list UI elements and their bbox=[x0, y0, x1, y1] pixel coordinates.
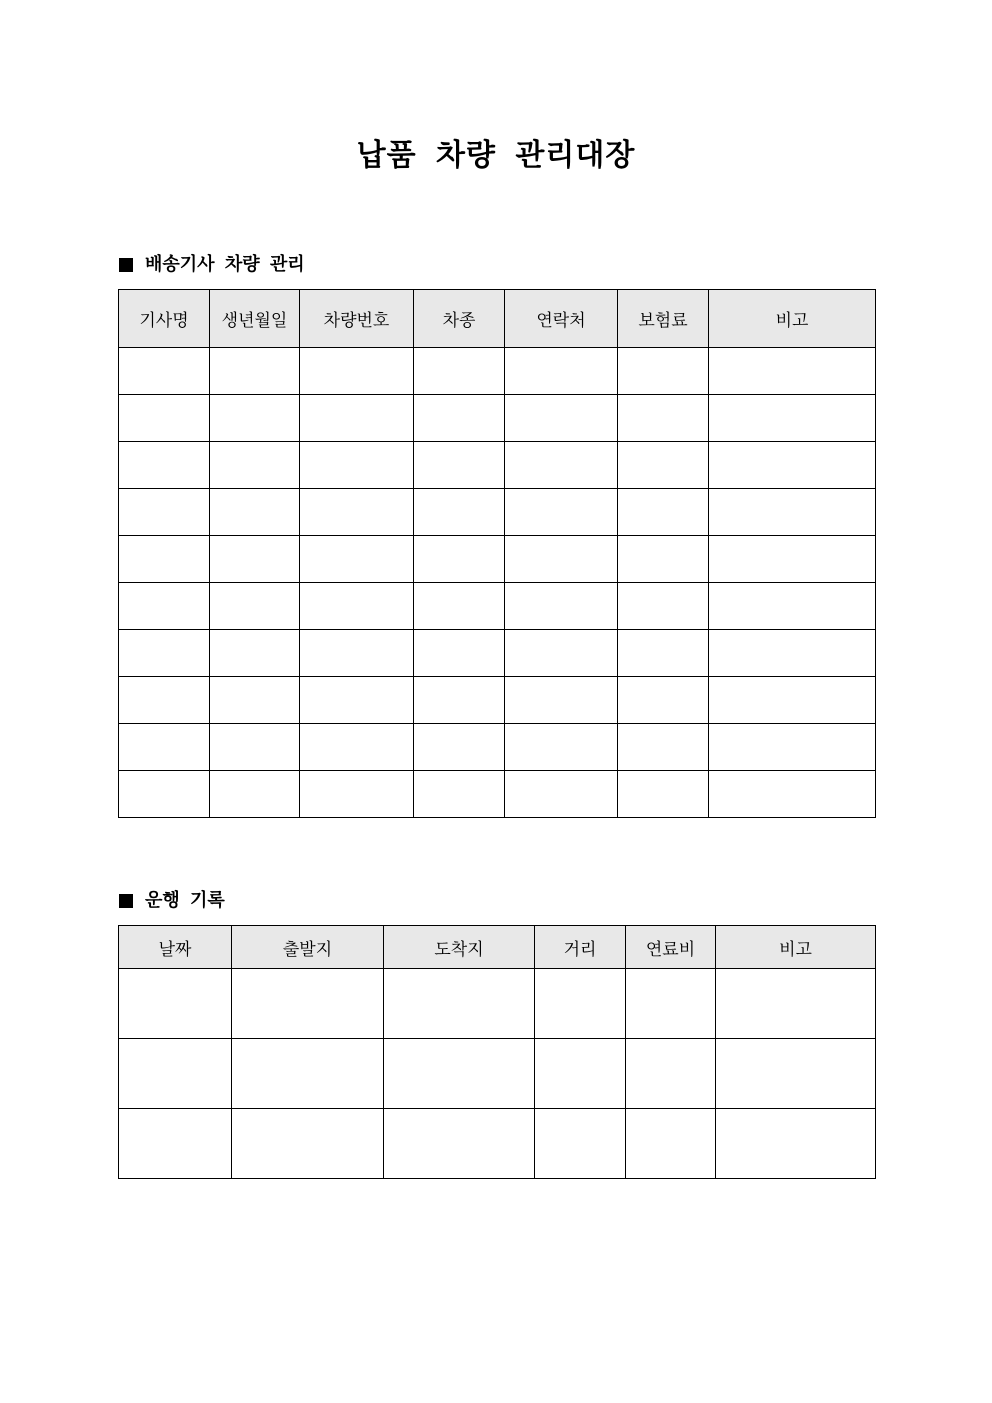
table-cell[interactable] bbox=[505, 348, 618, 395]
table-cell[interactable] bbox=[119, 395, 210, 442]
driver-section-title: 배송기사 차량 관리 bbox=[145, 254, 305, 275]
column-header-contact: 연락처 bbox=[505, 290, 618, 348]
table-cell[interactable] bbox=[300, 771, 414, 818]
table-cell[interactable] bbox=[232, 1109, 384, 1179]
table-row bbox=[119, 536, 876, 583]
black-square-icon bbox=[119, 258, 133, 272]
table-cell[interactable] bbox=[709, 489, 876, 536]
column-header-destination: 도착지 bbox=[384, 926, 535, 969]
table-cell[interactable] bbox=[300, 536, 414, 583]
table-cell[interactable] bbox=[505, 489, 618, 536]
table-cell[interactable] bbox=[210, 583, 300, 630]
table-cell[interactable] bbox=[709, 348, 876, 395]
table-cell[interactable] bbox=[210, 724, 300, 771]
table-cell[interactable] bbox=[709, 630, 876, 677]
table-cell[interactable] bbox=[618, 442, 709, 489]
table-cell[interactable] bbox=[535, 969, 626, 1039]
table-cell[interactable] bbox=[210, 395, 300, 442]
table-cell[interactable] bbox=[384, 969, 535, 1039]
table-cell[interactable] bbox=[414, 489, 505, 536]
table-cell[interactable] bbox=[505, 677, 618, 724]
table-cell[interactable] bbox=[709, 395, 876, 442]
table-cell[interactable] bbox=[300, 442, 414, 489]
table-cell[interactable] bbox=[618, 630, 709, 677]
table-cell[interactable] bbox=[414, 442, 505, 489]
trip-log-table bbox=[118, 925, 876, 1179]
column-header-date: 날짜 bbox=[119, 926, 232, 969]
table-cell[interactable] bbox=[709, 677, 876, 724]
table-cell[interactable] bbox=[505, 583, 618, 630]
column-header-distance: 거리 bbox=[535, 926, 626, 969]
table-cell[interactable] bbox=[414, 395, 505, 442]
column-header-driver-name: 기사명 bbox=[119, 290, 210, 348]
table-cell[interactable] bbox=[300, 677, 414, 724]
table-cell[interactable] bbox=[300, 348, 414, 395]
table-cell[interactable] bbox=[384, 1039, 535, 1109]
table-row bbox=[119, 442, 876, 489]
table-cell[interactable] bbox=[505, 395, 618, 442]
table-row bbox=[119, 1039, 876, 1109]
table-cell[interactable] bbox=[119, 677, 210, 724]
table-cell[interactable] bbox=[709, 442, 876, 489]
table-cell[interactable] bbox=[119, 969, 232, 1039]
table-cell[interactable] bbox=[414, 724, 505, 771]
column-header-insurance: 보험료 bbox=[618, 290, 709, 348]
table-cell[interactable] bbox=[618, 348, 709, 395]
table-row bbox=[119, 724, 876, 771]
table-cell[interactable] bbox=[119, 1039, 232, 1109]
table-cell[interactable] bbox=[210, 348, 300, 395]
table-row bbox=[119, 771, 876, 818]
table-cell[interactable] bbox=[505, 536, 618, 583]
table-cell[interactable] bbox=[414, 583, 505, 630]
table-cell[interactable] bbox=[414, 677, 505, 724]
page-title: 납품 차량 관리대장 bbox=[356, 138, 636, 173]
table-cell[interactable] bbox=[535, 1039, 626, 1109]
table-cell[interactable] bbox=[414, 630, 505, 677]
table-cell[interactable] bbox=[414, 536, 505, 583]
table-cell[interactable] bbox=[119, 442, 210, 489]
column-header-birth-date: 생년월일 bbox=[210, 290, 300, 348]
table-cell[interactable] bbox=[626, 969, 716, 1039]
table-row bbox=[119, 630, 876, 677]
column-header-departure: 출발지 bbox=[232, 926, 384, 969]
table-row bbox=[119, 348, 876, 395]
column-header-plate-number: 차량번호 bbox=[300, 290, 414, 348]
table-cell[interactable] bbox=[618, 583, 709, 630]
table-cell[interactable] bbox=[210, 630, 300, 677]
driver-vehicle-table bbox=[118, 289, 876, 818]
table-cell[interactable] bbox=[119, 724, 210, 771]
table-cell[interactable] bbox=[119, 536, 210, 583]
table-cell[interactable] bbox=[626, 1039, 716, 1109]
table-cell[interactable] bbox=[232, 1039, 384, 1109]
table-cell[interactable] bbox=[384, 1109, 535, 1179]
column-header-vehicle-type: 차종 bbox=[414, 290, 505, 348]
table-cell[interactable] bbox=[210, 536, 300, 583]
table-cell[interactable] bbox=[505, 442, 618, 489]
column-header-remarks: 비고 bbox=[709, 290, 876, 348]
trip-section-title: 운행 기록 bbox=[145, 890, 225, 911]
table-cell[interactable] bbox=[210, 489, 300, 536]
table-header-row bbox=[119, 926, 876, 969]
table-cell[interactable] bbox=[716, 969, 876, 1039]
table-cell[interactable] bbox=[210, 677, 300, 724]
column-header-fuel-cost: 연료비 bbox=[626, 926, 716, 969]
table-cell[interactable] bbox=[716, 1039, 876, 1109]
table-cell[interactable] bbox=[300, 395, 414, 442]
table-cell[interactable] bbox=[232, 969, 384, 1039]
table-cell[interactable] bbox=[618, 395, 709, 442]
trip-section-heading bbox=[119, 889, 225, 913]
table-row bbox=[119, 969, 876, 1039]
table-row bbox=[119, 395, 876, 442]
table-cell[interactable] bbox=[210, 771, 300, 818]
table-cell[interactable] bbox=[300, 489, 414, 536]
table-cell[interactable] bbox=[709, 536, 876, 583]
table-cell[interactable] bbox=[119, 771, 210, 818]
table-cell[interactable] bbox=[505, 771, 618, 818]
table-cell[interactable] bbox=[300, 724, 414, 771]
table-cell[interactable] bbox=[709, 583, 876, 630]
table-cell[interactable] bbox=[505, 630, 618, 677]
table-cell[interactable] bbox=[300, 630, 414, 677]
driver-section-heading bbox=[119, 253, 305, 277]
table-cell[interactable] bbox=[618, 724, 709, 771]
table-header-row bbox=[119, 290, 876, 348]
table-cell[interactable] bbox=[618, 771, 709, 818]
table-cell[interactable] bbox=[535, 1109, 626, 1179]
table-cell[interactable] bbox=[119, 583, 210, 630]
table-cell[interactable] bbox=[709, 724, 876, 771]
table-row bbox=[119, 489, 876, 536]
black-square-icon bbox=[119, 894, 133, 908]
column-header-remarks: 비고 bbox=[716, 926, 876, 969]
table-cell[interactable] bbox=[119, 348, 210, 395]
table-cell[interactable] bbox=[505, 724, 618, 771]
table-cell[interactable] bbox=[210, 442, 300, 489]
table-cell[interactable] bbox=[119, 489, 210, 536]
table-cell[interactable] bbox=[119, 1109, 232, 1179]
table-cell[interactable] bbox=[618, 536, 709, 583]
table-cell[interactable] bbox=[414, 348, 505, 395]
table-cell[interactable] bbox=[709, 771, 876, 818]
table-cell[interactable] bbox=[119, 630, 210, 677]
table-cell[interactable] bbox=[618, 489, 709, 536]
table-cell[interactable] bbox=[626, 1109, 716, 1179]
table-cell[interactable] bbox=[300, 583, 414, 630]
table-cell[interactable] bbox=[618, 677, 709, 724]
table-row bbox=[119, 583, 876, 630]
table-cell[interactable] bbox=[414, 771, 505, 818]
table-cell[interactable] bbox=[716, 1109, 876, 1179]
table-row bbox=[119, 677, 876, 724]
table-row bbox=[119, 1109, 876, 1179]
